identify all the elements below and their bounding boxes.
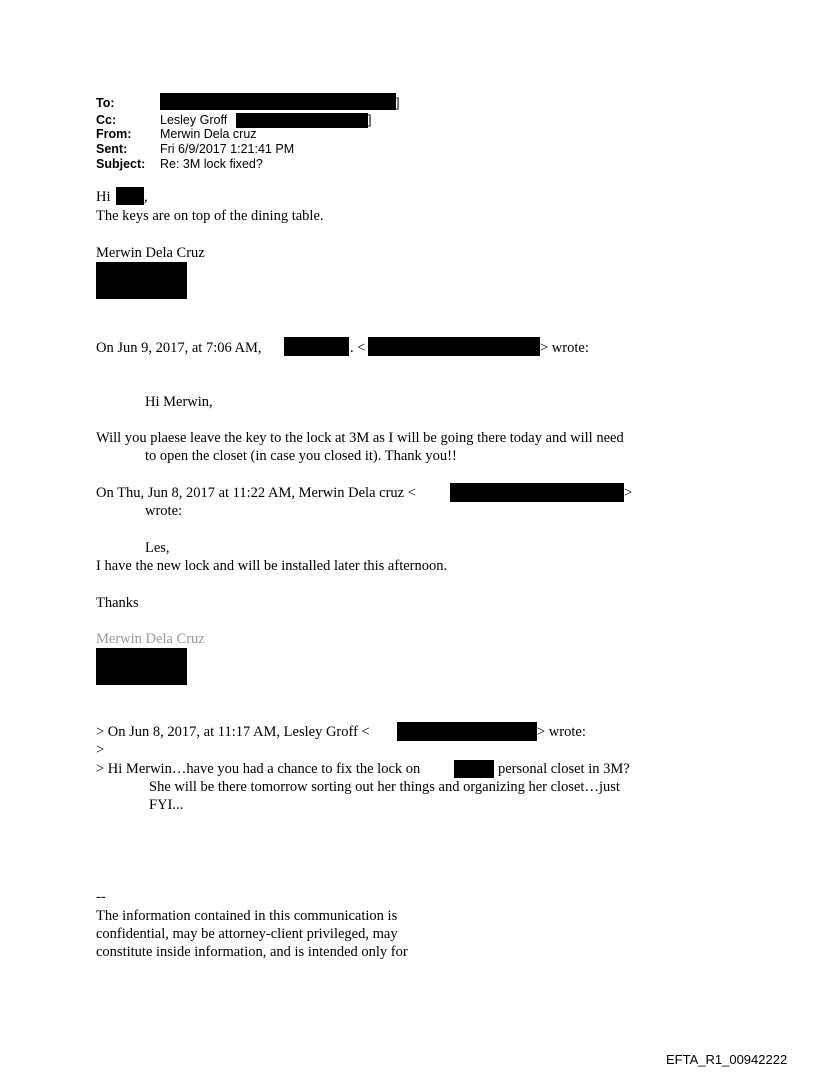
quote2-thanks: Thanks [96, 595, 139, 611]
quote1-greeting: Hi Merwin, [145, 394, 213, 410]
disclaimer-separator: -- [96, 889, 106, 905]
subject-label: Subject: [96, 157, 146, 171]
sent-value: Fri 6/9/2017 1:21:41 PM [160, 142, 295, 156]
from-label: From: [96, 127, 132, 141]
quote3-line2: She will be there tomorrow sorting out her things and organizing her closet…just [149, 779, 620, 795]
reply-signature: Merwin Dela Cruz [96, 245, 205, 261]
to-bracket: ] [396, 96, 400, 110]
redaction-signature-block [96, 262, 187, 299]
subject-value: Re: 3M lock fixed? [160, 157, 263, 171]
reply-greeting: Hi [96, 189, 111, 205]
cc-label: Cc: [96, 113, 117, 127]
quote1-body-line1: Will you plaese leave the key to the lock at 3M as I will be going there today and will need [96, 430, 624, 446]
redaction-quote1-email [368, 337, 540, 356]
disclaimer-line2: confidential, may be attorney-client privileged, may [96, 926, 398, 942]
quote1-header: On Jun 9, 2017, at 7:06 AM, [96, 340, 262, 356]
cc-value: Lesley Groff [160, 113, 228, 127]
quote2-header-line2: wrote: [145, 503, 183, 519]
disclaimer-line3: constitute inside information, and is intended only for [96, 944, 408, 960]
redaction-quote3-name [454, 760, 494, 778]
quote2-body: I have the new lock and will be installed later this afternoon. [96, 558, 448, 574]
sent-label: Sent: [96, 142, 128, 156]
cc-bracket: ] [368, 113, 372, 127]
quote2-greeting: Les, [145, 540, 170, 556]
redaction-cc-email [236, 113, 368, 128]
redaction-greeting-name [116, 187, 144, 205]
redaction-quote2-email [450, 483, 624, 502]
from-value: Merwin Dela cruz [160, 127, 257, 141]
quote3-line1: > Hi Merwin…have you had a chance to fix the lock on [96, 761, 421, 777]
disclaimer-line1: The information contained in this communication is [96, 908, 398, 924]
quote2-signature: Merwin Dela Cruz [96, 631, 205, 647]
redaction-quote2-signature-block [96, 648, 187, 685]
bates-number: EFTA_R1_00942222 [666, 1052, 788, 1067]
quote1-body-line2: to open the closet (in case you closed it). Thank you!! [145, 448, 457, 464]
redaction-to [160, 93, 396, 110]
quote2-header-gt: > [624, 485, 633, 501]
quote3-line1-end: personal closet in 3M? [498, 761, 630, 777]
to-label: To: [96, 96, 115, 110]
quote2-header-line1: On Thu, Jun 8, 2017 at 11:22 AM, Merwin Dela cruz < [96, 485, 416, 501]
quote3-header: > On Jun 8, 2017, at 11:17 AM, Lesley Groff < [96, 724, 370, 740]
quote3-header-wrote: > wrote: [537, 724, 586, 740]
reply-greeting-comma: , [144, 189, 148, 205]
quote3-line3: FYI... [149, 797, 184, 813]
redaction-quote1-sender [284, 337, 349, 356]
redaction-quote3-email [397, 722, 537, 741]
quote1-header-wrote: > wrote: [540, 340, 589, 356]
quote3-blank-line: > [96, 742, 105, 758]
reply-text: The keys are on top of the dining table. [96, 208, 324, 224]
quote1-header-dot: . < [350, 340, 366, 356]
